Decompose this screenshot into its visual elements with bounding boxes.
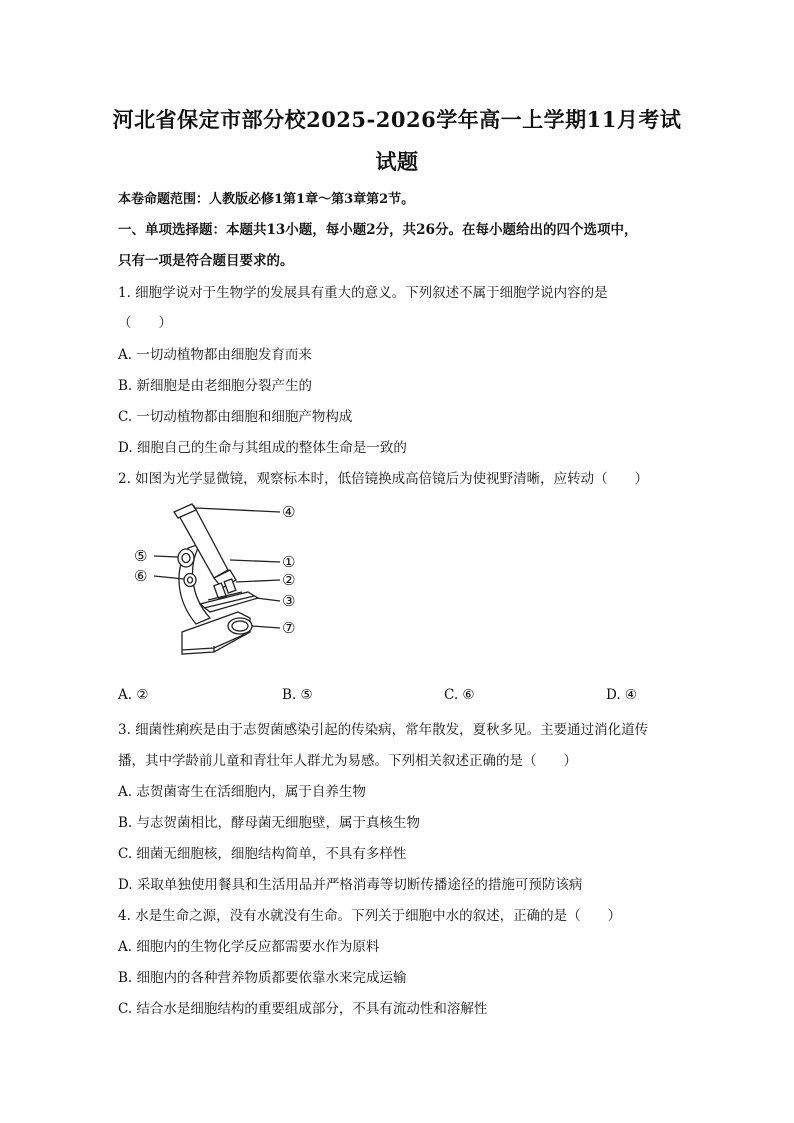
- q2-option-c: C. ⑥: [444, 687, 475, 703]
- label-1: ①: [282, 553, 296, 571]
- q2-option-d: D. ④: [606, 687, 638, 703]
- q1-option-b: B. 新细胞是由老细胞分裂产生的: [118, 378, 313, 394]
- q3-option-b: B. 与志贺菌相比，酵母菌无细胞壁，属于真核生物: [118, 815, 421, 831]
- q4-option-c: C. 结合水是细胞结构的重要组成部分，不具有流动性和溶解性: [118, 1001, 488, 1017]
- label-2: ②: [282, 571, 296, 589]
- q2-option-a: A. ②: [118, 687, 149, 703]
- label-7: ⑦: [282, 619, 296, 637]
- q3-stem-line2: 播，其中学龄前儿童和青壮年人群尤为易感。下列相关叙述正确的是（ ）: [118, 753, 577, 769]
- q1-option-c: C. 一切动植物都由细胞和细胞产物构成: [118, 409, 353, 425]
- q1-stem-line2: （ ）: [118, 315, 172, 331]
- q3-option-a: A. 志贺菌寄生在活细胞内，属于自养生物: [118, 784, 366, 800]
- microscope-figure: [118, 500, 318, 668]
- label-5: ⑤: [134, 547, 148, 565]
- exam-title-line1: 河北省保定市部分校2025-2026学年高一上学期11月考试: [112, 107, 682, 132]
- label-3: ③: [282, 592, 296, 610]
- q4-option-b: B. 细胞内的各种营养物质都要依靠水来完成运输: [118, 970, 407, 986]
- q1-stem-line1: 1. 细胞学说对于生物学的发展具有重大的意义。下列叙述不属于细胞学说内容的是: [118, 285, 608, 301]
- q3-stem-line1: 3. 细菌性痢疾是由于志贺菌感染引起的传染病，常年散发，夏秋多见。主要通过消化道传: [118, 722, 649, 738]
- q1-option-d: D. 细胞自己的生命与其组成的整体生命是一致的: [118, 440, 407, 456]
- label-6: ⑥: [134, 567, 148, 585]
- microscope-illustration: [118, 500, 318, 668]
- q3-option-d: D. 采取单独使用餐具和生活用品并严格消毒等切断传播途径的措施可预防该病: [118, 877, 583, 893]
- q4-stem-line1: 4. 水是生命之源，没有水就没有生命。下列关于细胞中水的叙述，正确的是（ ）: [118, 908, 622, 924]
- section-heading-line2: 只有一项是符合题目要求的。: [118, 253, 294, 269]
- q2-option-b: B. ⑤: [282, 687, 313, 703]
- section-heading-line1: 一、单项选择题：本题共13小题，每小题2分，共26分。在每小题给出的四个选项中，: [118, 222, 638, 238]
- label-4: ④: [282, 503, 296, 521]
- exam-scope: 本卷命题范围：人教版必修1第1章～第3章第2节。: [118, 192, 415, 207]
- q4-option-a: A. 细胞内的生物化学反应都需要水作为原料: [118, 939, 380, 955]
- q3-option-c: C. 细菌无细胞核，细胞结构简单，不具有多样性: [118, 846, 407, 862]
- q1-option-a: A. 一切动植物都由细胞发育而来: [118, 347, 312, 363]
- exam-title-line2: 试题: [375, 149, 419, 174]
- q2-stem-line1: 2. 如图为光学显微镜，观察标本时，低倍镜换成高倍镜后为使视野清晰，应转动（ ）: [118, 471, 649, 487]
